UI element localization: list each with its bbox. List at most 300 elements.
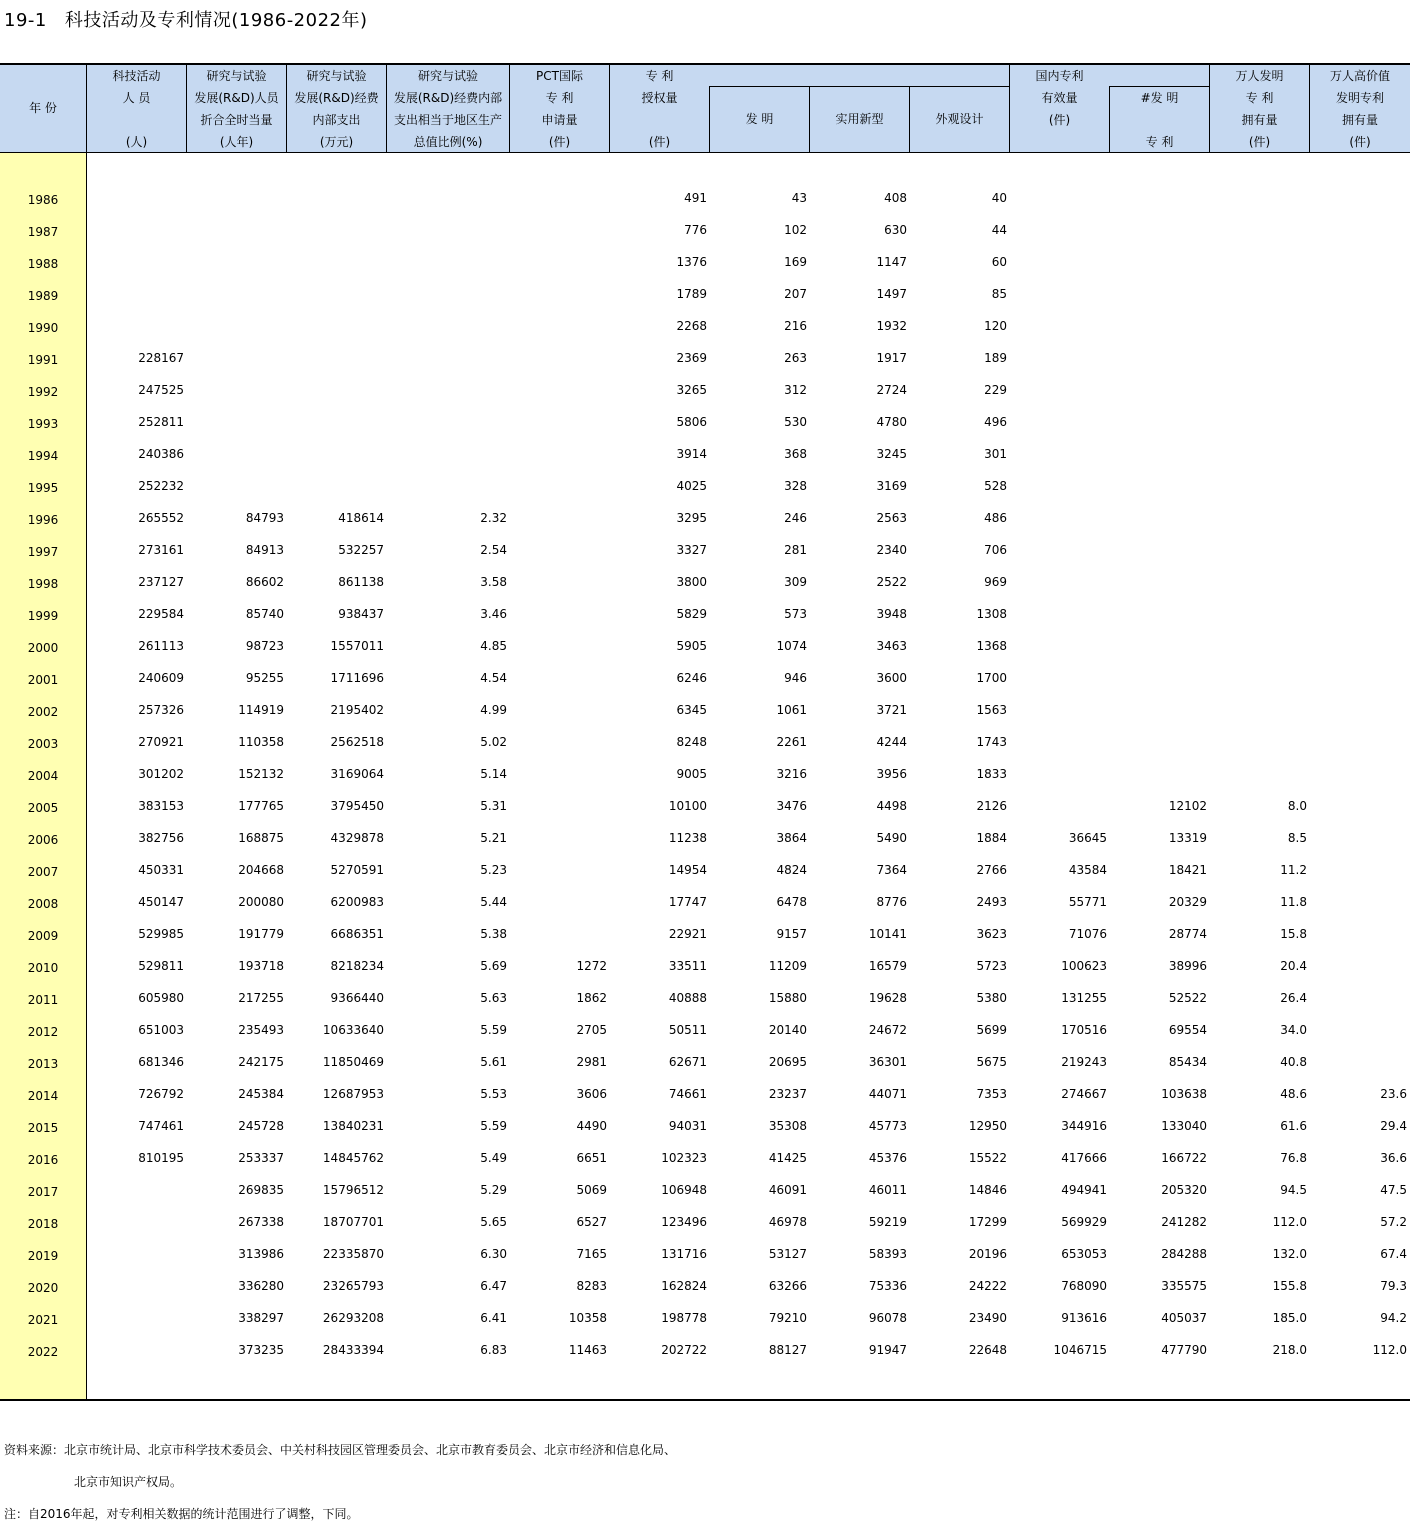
year-cell: 1995 [27,481,59,495]
table-cell: 10358 [568,1311,607,1325]
table-cell: 11.8 [1280,895,1307,909]
table-cell: 5380 [976,991,1007,1005]
table-cell: 245728 [238,1119,284,1133]
table-cell: 651003 [138,1023,184,1037]
header-rd-expenditure: 研究与试验 发展(R&D)经费 内部支出 (万元) [294,69,379,149]
table-cell: 3463 [876,639,907,653]
table-cell: 10141 [868,927,907,941]
table-cell: 274667 [1061,1087,1107,1101]
table-cell: 79.3 [1380,1279,1407,1293]
table-cell: 5.38 [480,927,507,941]
table-cell: 3795450 [330,799,384,813]
table-cell: 3721 [876,703,907,717]
table-cell: 373235 [238,1343,284,1357]
table-cell: 284288 [1161,1247,1207,1261]
table-cell: 4780 [876,415,907,429]
table-row [0,439,1410,471]
table-cell: 2981 [576,1055,607,1069]
table-cell: 653053 [1061,1247,1107,1261]
table-cell: 235493 [238,1023,284,1037]
table-cell: 28774 [1168,927,1207,941]
table-cell: 50511 [668,1023,707,1037]
table-cell: 102 [784,223,807,237]
table-cell: 217255 [238,991,284,1005]
table-number: 19-1 [4,10,47,31]
table-cell: 273161 [138,543,184,557]
table-cell: 2724 [876,383,907,397]
table-cell: 46978 [768,1215,807,1229]
table-cell: 79210 [768,1311,807,1325]
year-cell: 2008 [27,897,59,911]
year-cell: 2010 [27,961,59,975]
year-cell: 2014 [27,1089,59,1103]
year-cell: 1990 [27,321,59,335]
table-cell: 35308 [768,1119,807,1133]
table-cell: 7165 [576,1247,607,1261]
table-cell: 265552 [138,511,184,525]
table-cell: 3265 [676,383,707,397]
table-cell: 3606 [576,1087,607,1101]
table-cell: 405037 [1161,1311,1207,1325]
table-cell: 328 [784,479,807,493]
year-cell: 2017 [27,1185,59,1199]
year-cell: 2020 [27,1281,59,1295]
table-cell: 6345 [676,703,707,717]
table-cell: 3864 [776,831,807,845]
table-cell: 76.8 [1280,1151,1307,1165]
table-cell: 529811 [138,959,184,973]
table-cell: 3.46 [480,607,507,621]
table-cell: 5069 [576,1183,607,1197]
table-cell: 1700 [976,671,1007,685]
table-cell: 532257 [338,543,384,557]
year-cell: 1988 [27,257,59,271]
table-cell: 191779 [238,927,284,941]
table-cell: 5.59 [480,1119,507,1133]
table-cell: 26.4 [1280,991,1307,1005]
table-cell: 5.23 [480,863,507,877]
table-cell: 6.41 [480,1311,507,1325]
table-cell: 43584 [1068,863,1107,877]
header-pct-applications: PCT国际 专 利 申请量 (件) [536,69,583,149]
table-cell: 36301 [868,1055,907,1069]
table-cell: 768090 [1061,1279,1107,1293]
table-cell: 17299 [968,1215,1007,1229]
table-cell: 40888 [668,991,707,1005]
table-row [0,759,1410,791]
table-row [0,1175,1410,1207]
table-cell: 8.5 [1287,831,1307,845]
table-cell: 6246 [676,671,707,685]
table-row [0,887,1410,919]
header-high-value-per-10k: 万人高价值 发明专利 拥有量 (件) [1329,69,1390,149]
header-invention-patents: #发 明 专 利 [1140,91,1179,149]
table-cell: 133040 [1161,1119,1207,1133]
table-cell: 9157 [776,927,807,941]
table-cell: 166722 [1161,1151,1207,1165]
table-cell: 7364 [876,863,907,877]
table-cell: 5.44 [480,895,507,909]
table-cell: 8776 [876,895,907,909]
table-cell: 528 [984,479,1007,493]
table-row [0,1015,1410,1047]
table-cell: 84793 [245,511,284,525]
table-cell: 62671 [668,1055,707,1069]
table-cell: 747461 [138,1119,184,1133]
table-cell: 112.0 [1272,1215,1307,1229]
table-cell: 4025 [676,479,707,493]
table-cell: 5699 [976,1023,1007,1037]
table-cell: 1789 [676,287,707,301]
table-cell: 15.8 [1280,927,1307,941]
table-cell: 344916 [1061,1119,1107,1133]
table-cell: 41425 [768,1151,807,1165]
table-cell: 16579 [868,959,907,973]
table-cell: 75336 [868,1279,907,1293]
table-row [0,631,1410,663]
table-cell: 11209 [768,959,807,973]
table-cell: 204668 [238,863,284,877]
table-row [0,1303,1410,1335]
table-row [0,919,1410,951]
year-cell: 2019 [27,1249,59,1263]
table-cell: 155.8 [1272,1279,1307,1293]
table-cell: 494941 [1061,1183,1107,1197]
table-cell: 228167 [138,351,184,365]
table-row [0,535,1410,567]
table-cell: 3169 [876,479,907,493]
table-cell: 267338 [238,1215,284,1229]
table-cell: 301202 [138,767,184,781]
table-cell: 200080 [238,895,284,909]
table-cell: 88127 [768,1343,807,1357]
year-cell: 2009 [27,929,59,943]
table-cell: 84913 [245,543,284,557]
table-cell: 3948 [876,607,907,621]
table-cell: 1074 [776,639,807,653]
table-cell: 368 [784,447,807,461]
table-cell: 3623 [976,927,1007,941]
table-cell: 1711696 [330,671,384,685]
table-cell: 2493 [976,895,1007,909]
table-cell: 1917 [876,351,907,365]
table-cell: 46011 [868,1183,907,1197]
table-cell: 6686351 [330,927,384,941]
table-cell: 11463 [568,1343,607,1357]
table-row [0,983,1410,1015]
year-cell: 1991 [27,353,59,367]
table-cell: 6200983 [330,895,384,909]
table-cell: 9366440 [330,991,384,1005]
table-cell: 1308 [976,607,1007,621]
table-row [0,823,1410,855]
table-cell: 46091 [768,1183,807,1197]
table-cell: 301 [984,447,1007,461]
table-row [0,375,1410,407]
table-cell: 1743 [976,735,1007,749]
table-cell: 170516 [1061,1023,1107,1037]
year-cell: 1994 [27,449,59,463]
table-cell: 726792 [138,1087,184,1101]
year-cell: 2003 [27,737,59,751]
table-cell: 131716 [661,1247,707,1261]
year-cell: 2000 [27,641,59,655]
year-cell: 2018 [27,1217,59,1231]
table-row [0,215,1410,247]
table-cell: 1046715 [1053,1343,1107,1357]
table-cell: 193718 [238,959,284,973]
table-cell: 14845762 [322,1151,384,1165]
table-cell: 43 [791,191,807,205]
table-cell: 383153 [138,799,184,813]
table-row [0,695,1410,727]
table-row [0,567,1410,599]
table-cell: 12102 [1168,799,1207,813]
table-cell: 15880 [768,991,807,1005]
table-cell: 152132 [238,767,284,781]
table-cell: 110358 [238,735,284,749]
table-cell: 168875 [238,831,284,845]
table-cell: 91947 [868,1343,907,1357]
table-cell: 2522 [876,575,907,589]
table-cell: 1368 [976,639,1007,653]
table-cell: 2261 [776,735,807,749]
table-cell: 5.59 [480,1023,507,1037]
table-cell: 681346 [138,1055,184,1069]
year-cell: 2022 [27,1345,59,1359]
table-cell: 240386 [138,447,184,461]
table-cell: 3169064 [330,767,384,781]
table-cell: 5270591 [330,863,384,877]
table-cell: 913616 [1061,1311,1107,1325]
year-cell: 2015 [27,1121,59,1135]
table-cell: 946 [784,671,807,685]
table-cell: 312 [784,383,807,397]
table-cell: 36.6 [1380,1151,1407,1165]
table-cell: 237127 [138,575,184,589]
table-row [0,855,1410,887]
footnote: 注：自2016年起，对专利相关数据的统计范围进行了调整，下同。 [4,1507,359,1521]
table-cell: 12950 [968,1119,1007,1133]
table-cell: 18707701 [322,1215,384,1229]
table-cell: 245384 [238,1087,284,1101]
table-cell: 1932 [876,319,907,333]
table-cell: 5.63 [480,991,507,1005]
table-cell: 4244 [876,735,907,749]
table-cell: 5.53 [480,1087,507,1101]
header-invention-per-10k: 万人发明 专 利 拥有量 (件) [1235,69,1284,149]
table-cell: 5.31 [480,799,507,813]
table-cell: 573 [784,607,807,621]
table-cell: 3476 [776,799,807,813]
table-row [0,279,1410,311]
table-cell: 2705 [576,1023,607,1037]
source-note: 资料来源：北京市统计局、北京市科学技术委员会、中关村科技园区管理委员会、北京市教育委员会、北京市经济和信息化局、 [4,1443,677,1457]
table-cell: 450147 [138,895,184,909]
table-cell: 1376 [676,255,707,269]
table-cell: 5.49 [480,1151,507,1165]
table-cell: 496 [984,415,1007,429]
table-cell: 229 [984,383,1007,397]
table-cell: 44 [991,223,1007,237]
table-cell: 53127 [768,1247,807,1261]
table-cell: 1272 [576,959,607,973]
table-cell: 1061 [776,703,807,717]
table-cell: 240609 [138,671,184,685]
table-cell: 6527 [576,1215,607,1229]
header-design: 外观设计 [935,112,984,126]
table-row [0,1207,1410,1239]
table-cell: 252811 [138,415,184,429]
table-cell: 2340 [876,543,907,557]
year-cell: 1986 [27,193,59,207]
table-cell: 7353 [976,1087,1007,1101]
table-cell: 14954 [668,863,707,877]
table-cell: 241282 [1161,1215,1207,1229]
table-cell: 530 [784,415,807,429]
table-cell: 3216 [776,767,807,781]
table-cell: 20329 [1168,895,1207,909]
table-cell: 216 [784,319,807,333]
table-cell: 28433394 [322,1343,384,1357]
table-cell: 269835 [238,1183,284,1197]
table-cell: 2195402 [330,703,384,717]
table-cell: 45376 [868,1151,907,1165]
table-cell: 2766 [976,863,1007,877]
table-cell: 3295 [676,511,707,525]
table-cell: 162824 [661,1279,707,1293]
table-cell: 336280 [238,1279,284,1293]
header-sci-tech-personnel: 科技活动 人 员 (人) [112,69,161,149]
table-cell: 257326 [138,703,184,717]
table-cell: 229584 [138,607,184,621]
table-cell: 6651 [576,1151,607,1165]
table-cell: 61.6 [1280,1119,1307,1133]
table-cell: 8248 [676,735,707,749]
table-cell: 11238 [668,831,707,845]
table-cell: 36645 [1068,831,1107,845]
year-cell: 1992 [27,385,59,399]
page-title [4,6,368,32]
table-cell: 12687953 [322,1087,384,1101]
table-cell: 22921 [668,927,707,941]
table-cell: 5723 [976,959,1007,973]
table-cell: 5.02 [480,735,507,749]
header-rd-gdp-ratio: 研究与试验 发展(R&D)经费内部 支出相当于地区生产 总值比例(%) [393,69,503,149]
year-cell: 2016 [27,1153,59,1167]
table-cell: 5806 [676,415,707,429]
table-cell: 29.4 [1380,1119,1407,1133]
table-cell: 13840231 [322,1119,384,1133]
table-cell: 23265793 [322,1279,384,1293]
table-cell: 19628 [868,991,907,1005]
table-cell: 4329878 [330,831,384,845]
table-cell: 417666 [1061,1151,1107,1165]
table-cell: 52522 [1168,991,1207,1005]
table-cell: 60 [991,255,1007,269]
table-cell: 252232 [138,479,184,493]
table-cell: 776 [684,223,707,237]
table-cell: 1833 [976,767,1007,781]
table-row [0,727,1410,759]
table-cell: 98723 [245,639,284,653]
table-cell: 5490 [876,831,907,845]
table-cell: 20.4 [1280,959,1307,973]
table-cell: 408 [884,191,907,205]
table-cell: 94031 [668,1119,707,1133]
table-cell: 95255 [245,671,284,685]
table-cell: 169 [784,255,807,269]
table-cell: 6.47 [480,1279,507,1293]
table-cell: 335575 [1161,1279,1207,1293]
table-cell: 1563 [976,703,1007,717]
table-cell: 18421 [1168,863,1207,877]
table-cell: 11850469 [322,1055,384,1069]
table-row [0,1079,1410,1111]
table-row [0,1271,1410,1303]
table-cell: 4824 [776,863,807,877]
table-cell: 2268 [676,319,707,333]
table-cell: 24672 [868,1023,907,1037]
table-cell: 10100 [668,799,707,813]
year-cell: 1998 [27,577,59,591]
table-cell: 10633640 [322,1023,384,1037]
year-cell: 1999 [27,609,59,623]
table-cell: 94.2 [1380,1311,1407,1325]
table-cell: 9005 [676,767,707,781]
table-cell: 938437 [338,607,384,621]
table-row [0,1111,1410,1143]
table-cell: 3.58 [480,575,507,589]
table-cell: 207 [784,287,807,301]
table-cell: 529985 [138,927,184,941]
table-cell: 3956 [876,767,907,781]
table-cell: 20695 [768,1055,807,1069]
table-cell: 253337 [238,1151,284,1165]
source-note-continued: 北京市知识产权局。 [74,1475,183,1489]
year-cell: 1993 [27,417,59,431]
table-cell: 218.0 [1272,1343,1307,1357]
table-cell: 1147 [876,255,907,269]
table-cell: 202722 [661,1343,707,1357]
table-cell: 96078 [868,1311,907,1325]
year-cell: 2001 [27,673,59,687]
table-row [0,663,1410,695]
table-cell: 63266 [768,1279,807,1293]
table-cell: 491 [684,191,707,205]
table-cell: 3914 [676,447,707,461]
table-cell: 5.29 [480,1183,507,1197]
table-cell: 112.0 [1372,1343,1407,1357]
year-cell: 2005 [27,801,59,815]
table-cell: 4.54 [480,671,507,685]
bottom-rule [0,1399,1410,1401]
table-cell: 3245 [876,447,907,461]
table-cell: 14846 [968,1183,1007,1197]
table-cell: 8218234 [330,959,384,973]
table-cell: 5.61 [480,1055,507,1069]
table-cell: 242175 [238,1055,284,1069]
table-cell: 5.14 [480,767,507,781]
table-cell: 38996 [1168,959,1207,973]
table-cell: 6478 [776,895,807,909]
table-cell: 569929 [1061,1215,1107,1229]
table-cell: 706 [984,543,1007,557]
table-cell: 71076 [1068,927,1107,941]
header-rd-personnel: 研究与试验 发展(R&D)人员 折合全时当量 (人年) [194,69,279,149]
table-cell: 8283 [576,1279,607,1293]
table-cell: 24222 [968,1279,1007,1293]
